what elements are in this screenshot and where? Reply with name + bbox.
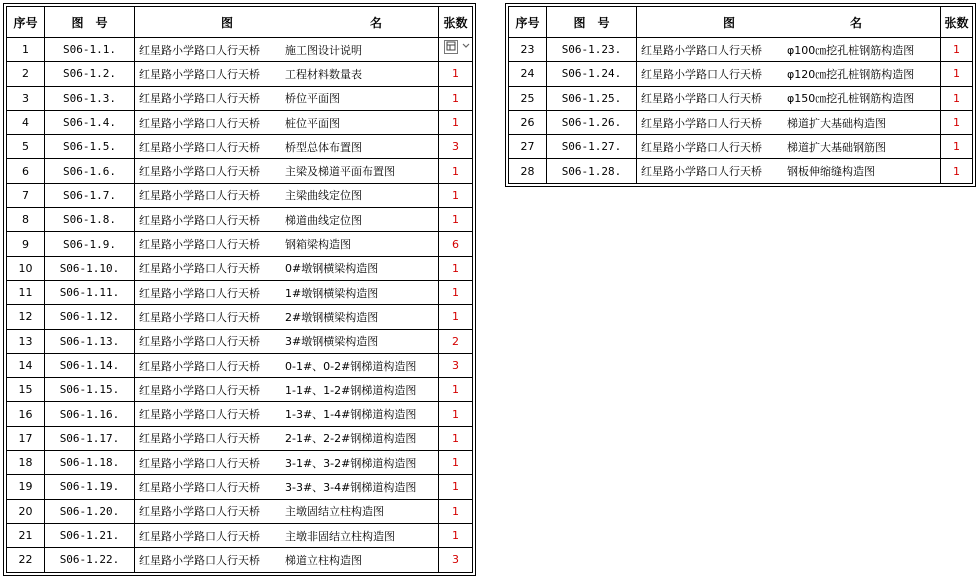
drawing-name[interactable]: [135, 62, 439, 86]
table-row: [7, 159, 473, 183]
header-name: [637, 7, 941, 38]
project-name: 红星路小学路口人行天桥: [139, 116, 260, 130]
project-name: 红星路小学路口人行天桥: [139, 529, 260, 543]
drawing-name[interactable]: [135, 232, 439, 256]
row-index[interactable]: 15: [7, 378, 45, 402]
drawing-number[interactable]: S06-1.28.: [547, 159, 637, 183]
sheet-count[interactable]: 1: [439, 280, 473, 304]
drawing-name[interactable]: [135, 548, 439, 572]
drawing-title: 主墩固结立柱构造图: [285, 505, 384, 519]
sheet-count[interactable]: 1: [439, 183, 473, 207]
row-index[interactable]: 21: [7, 523, 45, 547]
drawing-name[interactable]: [637, 38, 941, 62]
drawing-title: 2-1#、2-2#钢梯道构造图: [285, 432, 417, 446]
sheet-count[interactable]: 1: [439, 86, 473, 110]
drawing-number[interactable]: S06-1.17.: [45, 426, 135, 450]
drawing-number[interactable]: S06-1.19.: [45, 475, 135, 499]
drawing-name[interactable]: [135, 135, 439, 159]
sheet-count[interactable]: 1: [439, 208, 473, 232]
table-row: [7, 378, 473, 402]
chevron-down-icon[interactable]: [460, 40, 472, 54]
project-name: 红星路小学路口人行天桥: [139, 262, 260, 276]
header-no: 图 号: [547, 7, 637, 38]
row-index[interactable]: 12: [7, 305, 45, 329]
table-row: [7, 110, 473, 134]
row-index[interactable]: 3: [7, 86, 45, 110]
project-name: 红星路小学路口人行天桥: [139, 238, 260, 252]
drawing-name[interactable]: [135, 110, 439, 134]
header-idx: 序号: [7, 7, 45, 38]
drawing-title: 主墩非固结立柱构造图: [285, 529, 395, 543]
drawing-name[interactable]: [637, 62, 941, 86]
sheet-count[interactable]: 1: [941, 38, 973, 62]
drawing-title: 主梁及梯道平面布置图: [285, 165, 395, 179]
drawing-name[interactable]: [135, 523, 439, 547]
drawing-title: 梯道扩大基础构造图: [787, 116, 886, 130]
drawing-name[interactable]: [135, 208, 439, 232]
table-row: [7, 548, 473, 572]
drawing-number[interactable]: S06-1.5.: [45, 135, 135, 159]
drawing-name[interactable]: [135, 183, 439, 207]
drawing-title: 梯道立柱构造图: [285, 553, 362, 567]
header-row: [7, 7, 473, 38]
drawing-name[interactable]: [135, 451, 439, 475]
sheet-count[interactable]: 1: [439, 402, 473, 426]
table-row: [7, 329, 473, 353]
table-row: [7, 523, 473, 547]
drawing-name[interactable]: [135, 159, 439, 183]
table-row: [509, 38, 973, 62]
table-row: [509, 110, 973, 134]
row-index[interactable]: 22: [7, 548, 45, 572]
drawing-title: 1-3#、1-4#钢梯道构造图: [285, 408, 417, 422]
drawing-number[interactable]: S06-1.15.: [45, 378, 135, 402]
header-name-right: 名: [369, 15, 382, 30]
project-name: 红星路小学路口人行天桥: [641, 140, 762, 154]
drawing-number[interactable]: S06-1.26.: [547, 110, 637, 134]
row-index[interactable]: 14: [7, 353, 45, 377]
drawing-number[interactable]: S06-1.8.: [45, 208, 135, 232]
header-name-right: 名: [849, 15, 862, 30]
table-row: [509, 159, 973, 183]
header-row: [509, 7, 973, 38]
drawing-name[interactable]: [637, 135, 941, 159]
table-row: [7, 183, 473, 207]
header-name-left: 图: [221, 15, 234, 30]
project-name: 红星路小学路口人行天桥: [139, 456, 260, 470]
row-index[interactable]: 26: [509, 110, 547, 134]
project-name: 红星路小学路口人行天桥: [641, 165, 762, 179]
drawing-number[interactable]: S06-1.1.: [45, 38, 135, 62]
project-name: 红星路小学路口人行天桥: [139, 359, 260, 373]
project-name: 红星路小学路口人行天桥: [139, 165, 260, 179]
drawing-name[interactable]: [637, 86, 941, 110]
drawing-title: φ150㎝挖孔桩钢筋构造图: [787, 92, 915, 106]
table-row: [509, 62, 973, 86]
drawing-title: 工程材料数量表: [285, 67, 362, 81]
sheet-count[interactable]: 2: [439, 329, 473, 353]
drawing-name[interactable]: [135, 402, 439, 426]
row-index[interactable]: 13: [7, 329, 45, 353]
sheet-count[interactable]: 1: [941, 110, 973, 134]
drawing-name[interactable]: [135, 499, 439, 523]
drawing-number[interactable]: S06-1.4.: [45, 110, 135, 134]
sheet-count[interactable]: 1: [439, 499, 473, 523]
row-index[interactable]: 10: [7, 256, 45, 280]
drawing-name[interactable]: [135, 256, 439, 280]
drawing-title: 施工图设计说明: [285, 43, 362, 57]
drawing-title: 1-1#、1-2#钢梯道构造图: [285, 383, 417, 397]
table-row: [7, 451, 473, 475]
row-index[interactable]: 7: [7, 183, 45, 207]
drawing-index-table-right: [505, 3, 976, 187]
row-index[interactable]: 18: [7, 451, 45, 475]
row-index[interactable]: 27: [509, 135, 547, 159]
drawing-name[interactable]: [135, 353, 439, 377]
quick-analysis-icon[interactable]: [444, 40, 458, 54]
project-name: 红星路小学路口人行天桥: [139, 480, 260, 494]
sheet-count[interactable]: 3: [439, 548, 473, 572]
drawing-name[interactable]: [135, 329, 439, 353]
drawing-number[interactable]: S06-1.24.: [547, 62, 637, 86]
sheet-count[interactable]: 1: [439, 305, 473, 329]
project-name: 红星路小学路口人行天桥: [139, 189, 260, 203]
drawing-number[interactable]: S06-1.6.: [45, 159, 135, 183]
drawing-number[interactable]: S06-1.10.: [45, 256, 135, 280]
drawing-number[interactable]: S06-1.9.: [45, 232, 135, 256]
drawing-title: 桩位平面图: [285, 116, 340, 130]
table-row: [7, 280, 473, 304]
drawing-title: 主梁曲线定位图: [285, 189, 362, 203]
row-index[interactable]: 5: [7, 135, 45, 159]
drawing-title: 2#墩钢横梁构造图: [285, 310, 379, 324]
drawing-title: 梯道曲线定位图: [285, 213, 362, 227]
chevron-glyph: [462, 43, 470, 49]
row-index[interactable]: 23: [509, 38, 547, 62]
table-row: [7, 208, 473, 232]
header-name: [135, 7, 439, 38]
project-name: 红星路小学路口人行天桥: [641, 43, 762, 57]
drawing-name[interactable]: [135, 378, 439, 402]
header-idx: 序号: [509, 7, 547, 38]
sheet-count[interactable]: 6: [439, 232, 473, 256]
row-index[interactable]: 19: [7, 475, 45, 499]
row-index[interactable]: 28: [509, 159, 547, 183]
drawing-title: 0#墩钢横梁构造图: [285, 262, 379, 276]
sheet-count[interactable]: 1: [439, 159, 473, 183]
drawing-number[interactable]: S06-1.20.: [45, 499, 135, 523]
drawing-name[interactable]: [637, 159, 941, 183]
drawing-number[interactable]: S06-1.2.: [45, 62, 135, 86]
row-index[interactable]: 17: [7, 426, 45, 450]
drawing-title: 钢板伸缩缝构造图: [787, 165, 875, 179]
drawing-number[interactable]: S06-1.12.: [45, 305, 135, 329]
table-row: [7, 305, 473, 329]
project-name: 红星路小学路口人行天桥: [139, 43, 260, 57]
drawing-name[interactable]: [135, 305, 439, 329]
left-table: [6, 6, 473, 573]
row-index[interactable]: 6: [7, 159, 45, 183]
sheet-count[interactable]: 3: [439, 135, 473, 159]
drawing-number[interactable]: S06-1.16.: [45, 402, 135, 426]
drawing-number[interactable]: S06-1.22.: [45, 548, 135, 572]
drawing-number[interactable]: S06-1.7.: [45, 183, 135, 207]
drawing-number[interactable]: S06-1.25.: [547, 86, 637, 110]
drawing-title: 3-1#、3-2#钢梯道构造图: [285, 456, 417, 470]
table-row: [7, 62, 473, 86]
drawing-title: φ100㎝挖孔桩钢筋构造图: [787, 43, 915, 57]
sheet-count[interactable]: 1: [439, 110, 473, 134]
row-index[interactable]: 1: [7, 38, 45, 62]
project-name: 红星路小学路口人行天桥: [139, 286, 260, 300]
project-name: 红星路小学路口人行天桥: [139, 92, 260, 106]
drawing-name[interactable]: [135, 38, 439, 62]
row-index[interactable]: 2: [7, 62, 45, 86]
row-index[interactable]: 8: [7, 208, 45, 232]
drawing-title: 0-1#、0-2#钢梯道构造图: [285, 359, 417, 373]
drawing-title: 钢箱梁构造图: [285, 238, 351, 252]
drawing-title: 3-3#、3-4#钢梯道构造图: [285, 480, 417, 494]
table-row: [509, 86, 973, 110]
table-row: [7, 256, 473, 280]
project-name: 红星路小学路口人行天桥: [641, 116, 762, 130]
sheet-count[interactable]: 1: [439, 426, 473, 450]
project-name: 红星路小学路口人行天桥: [139, 408, 260, 422]
table-row: [7, 499, 473, 523]
row-index[interactable]: 16: [7, 402, 45, 426]
row-index[interactable]: 25: [509, 86, 547, 110]
drawing-number[interactable]: S06-1.18.: [45, 451, 135, 475]
drawing-number[interactable]: S06-1.23.: [547, 38, 637, 62]
project-name: 红星路小学路口人行天桥: [139, 310, 260, 324]
header-name-left: 图: [723, 15, 736, 30]
table-row: [7, 135, 473, 159]
sheet-count[interactable]: 1: [941, 86, 973, 110]
right-table: [508, 6, 973, 184]
quick-analysis-glyph: [446, 41, 456, 51]
project-name: 红星路小学路口人行天桥: [139, 213, 260, 227]
drawing-name[interactable]: [135, 86, 439, 110]
drawing-title: φ120㎝挖孔桩钢筋构造图: [787, 67, 915, 81]
table-row: [7, 402, 473, 426]
drawing-number[interactable]: S06-1.3.: [45, 86, 135, 110]
project-name: 红星路小学路口人行天桥: [139, 383, 260, 397]
drawing-number[interactable]: S06-1.21.: [45, 523, 135, 547]
table-row: [7, 232, 473, 256]
project-name: 红星路小学路口人行天桥: [139, 432, 260, 446]
sheet-count[interactable]: 1: [439, 475, 473, 499]
drawing-name[interactable]: [135, 475, 439, 499]
sheet-count[interactable]: 1: [439, 256, 473, 280]
sheet-count[interactable]: 1: [439, 451, 473, 475]
project-name: 红星路小学路口人行天桥: [641, 67, 762, 81]
drawing-name[interactable]: [135, 426, 439, 450]
project-name: 红星路小学路口人行天桥: [641, 92, 762, 106]
drawing-name[interactable]: [135, 280, 439, 304]
row-index[interactable]: 20: [7, 499, 45, 523]
project-name: 红星路小学路口人行天桥: [139, 140, 260, 154]
drawing-number[interactable]: S06-1.14.: [45, 353, 135, 377]
table-row: [7, 426, 473, 450]
row-index[interactable]: 11: [7, 280, 45, 304]
table-row: [7, 475, 473, 499]
drawing-title: 3#墩钢横梁构造图: [285, 335, 379, 349]
row-index[interactable]: 4: [7, 110, 45, 134]
table-row: [7, 353, 473, 377]
drawing-name[interactable]: [637, 110, 941, 134]
project-name: 红星路小学路口人行天桥: [139, 335, 260, 349]
project-name: 红星路小学路口人行天桥: [139, 553, 260, 567]
drawing-title: 桥位平面图: [285, 92, 340, 106]
row-index[interactable]: 9: [7, 232, 45, 256]
sheet-count[interactable]: 1: [941, 62, 973, 86]
header-count: 张数: [941, 7, 973, 38]
drawing-number[interactable]: S06-1.27.: [547, 135, 637, 159]
sheet-count[interactable]: 1: [439, 378, 473, 402]
sheet-count[interactable]: 1: [941, 159, 973, 183]
header-no: 图 号: [45, 7, 135, 38]
header-count: 张数: [439, 7, 473, 38]
drawing-title: 桥型总体布置图: [285, 140, 362, 154]
drawing-number[interactable]: S06-1.11.: [45, 280, 135, 304]
drawing-number[interactable]: S06-1.13.: [45, 329, 135, 353]
table-row: [509, 135, 973, 159]
drawing-title: 梯道扩大基础钢筋图: [787, 140, 886, 154]
project-name: 红星路小学路口人行天桥: [139, 67, 260, 81]
project-name: 红星路小学路口人行天桥: [139, 505, 260, 519]
sheet-count[interactable]: 1: [439, 62, 473, 86]
table-row: [7, 86, 473, 110]
drawing-title: 1#墩钢横梁构造图: [285, 286, 379, 300]
drawing-index-table-left: [3, 3, 476, 576]
sheet-count[interactable]: 1: [941, 135, 973, 159]
sheet-count[interactable]: 3: [439, 353, 473, 377]
row-index[interactable]: 24: [509, 62, 547, 86]
table-row: [7, 38, 473, 62]
sheet-count[interactable]: 1: [439, 523, 473, 547]
